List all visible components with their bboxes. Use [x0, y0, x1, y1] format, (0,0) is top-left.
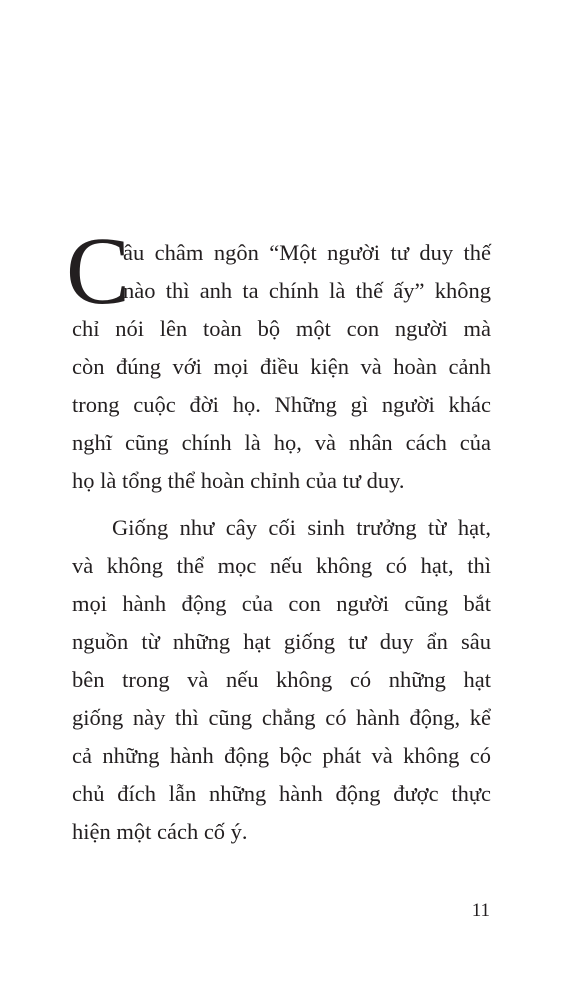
drop-cap: C — [66, 217, 131, 324]
paragraph-line: âu châm ngôn “Một người tư duy thế — [123, 240, 491, 265]
paragraph-line: còn đúng với mọi điều kiện và hoàn cảnh — [72, 354, 491, 379]
paragraph-line: trong cuộc đời họ. Những gì người khác — [72, 392, 491, 417]
paragraph-line: nguồn từ những hạt giống tư duy ẩn sâu — [72, 629, 491, 654]
paragraph-line: giống này thì cũng chẳng có hành động, kể — [72, 705, 491, 730]
paragraph-line: chỉ nói lên toàn bộ một con người mà — [72, 316, 491, 341]
paragraph-line: Giống như cây cối sinh trưởng từ hạt, — [112, 515, 491, 540]
paragraph-line: và không thể mọc nếu không có hạt, thì — [72, 553, 491, 578]
paragraph-line: cả những hành động bộc phát và không có — [72, 743, 491, 768]
paragraph-line: hiện một cách cố ý. — [72, 819, 248, 844]
paragraph-line: chủ đích lẫn những hành động được thực — [72, 781, 491, 806]
paragraph-line: mọi hành động của con người cũng bắt — [72, 591, 491, 616]
paragraph-line: bên trong và nếu không có những hạt — [72, 667, 491, 692]
paragraph-line: nào thì anh ta chính là thế ấy” không — [123, 278, 491, 303]
paragraph-line: nghĩ cũng chính là họ, và nhân cách của — [72, 430, 491, 455]
page-number: 11 — [471, 900, 490, 921]
paragraph-line: họ là tổng thể hoàn chỉnh của tư duy. — [72, 468, 405, 493]
